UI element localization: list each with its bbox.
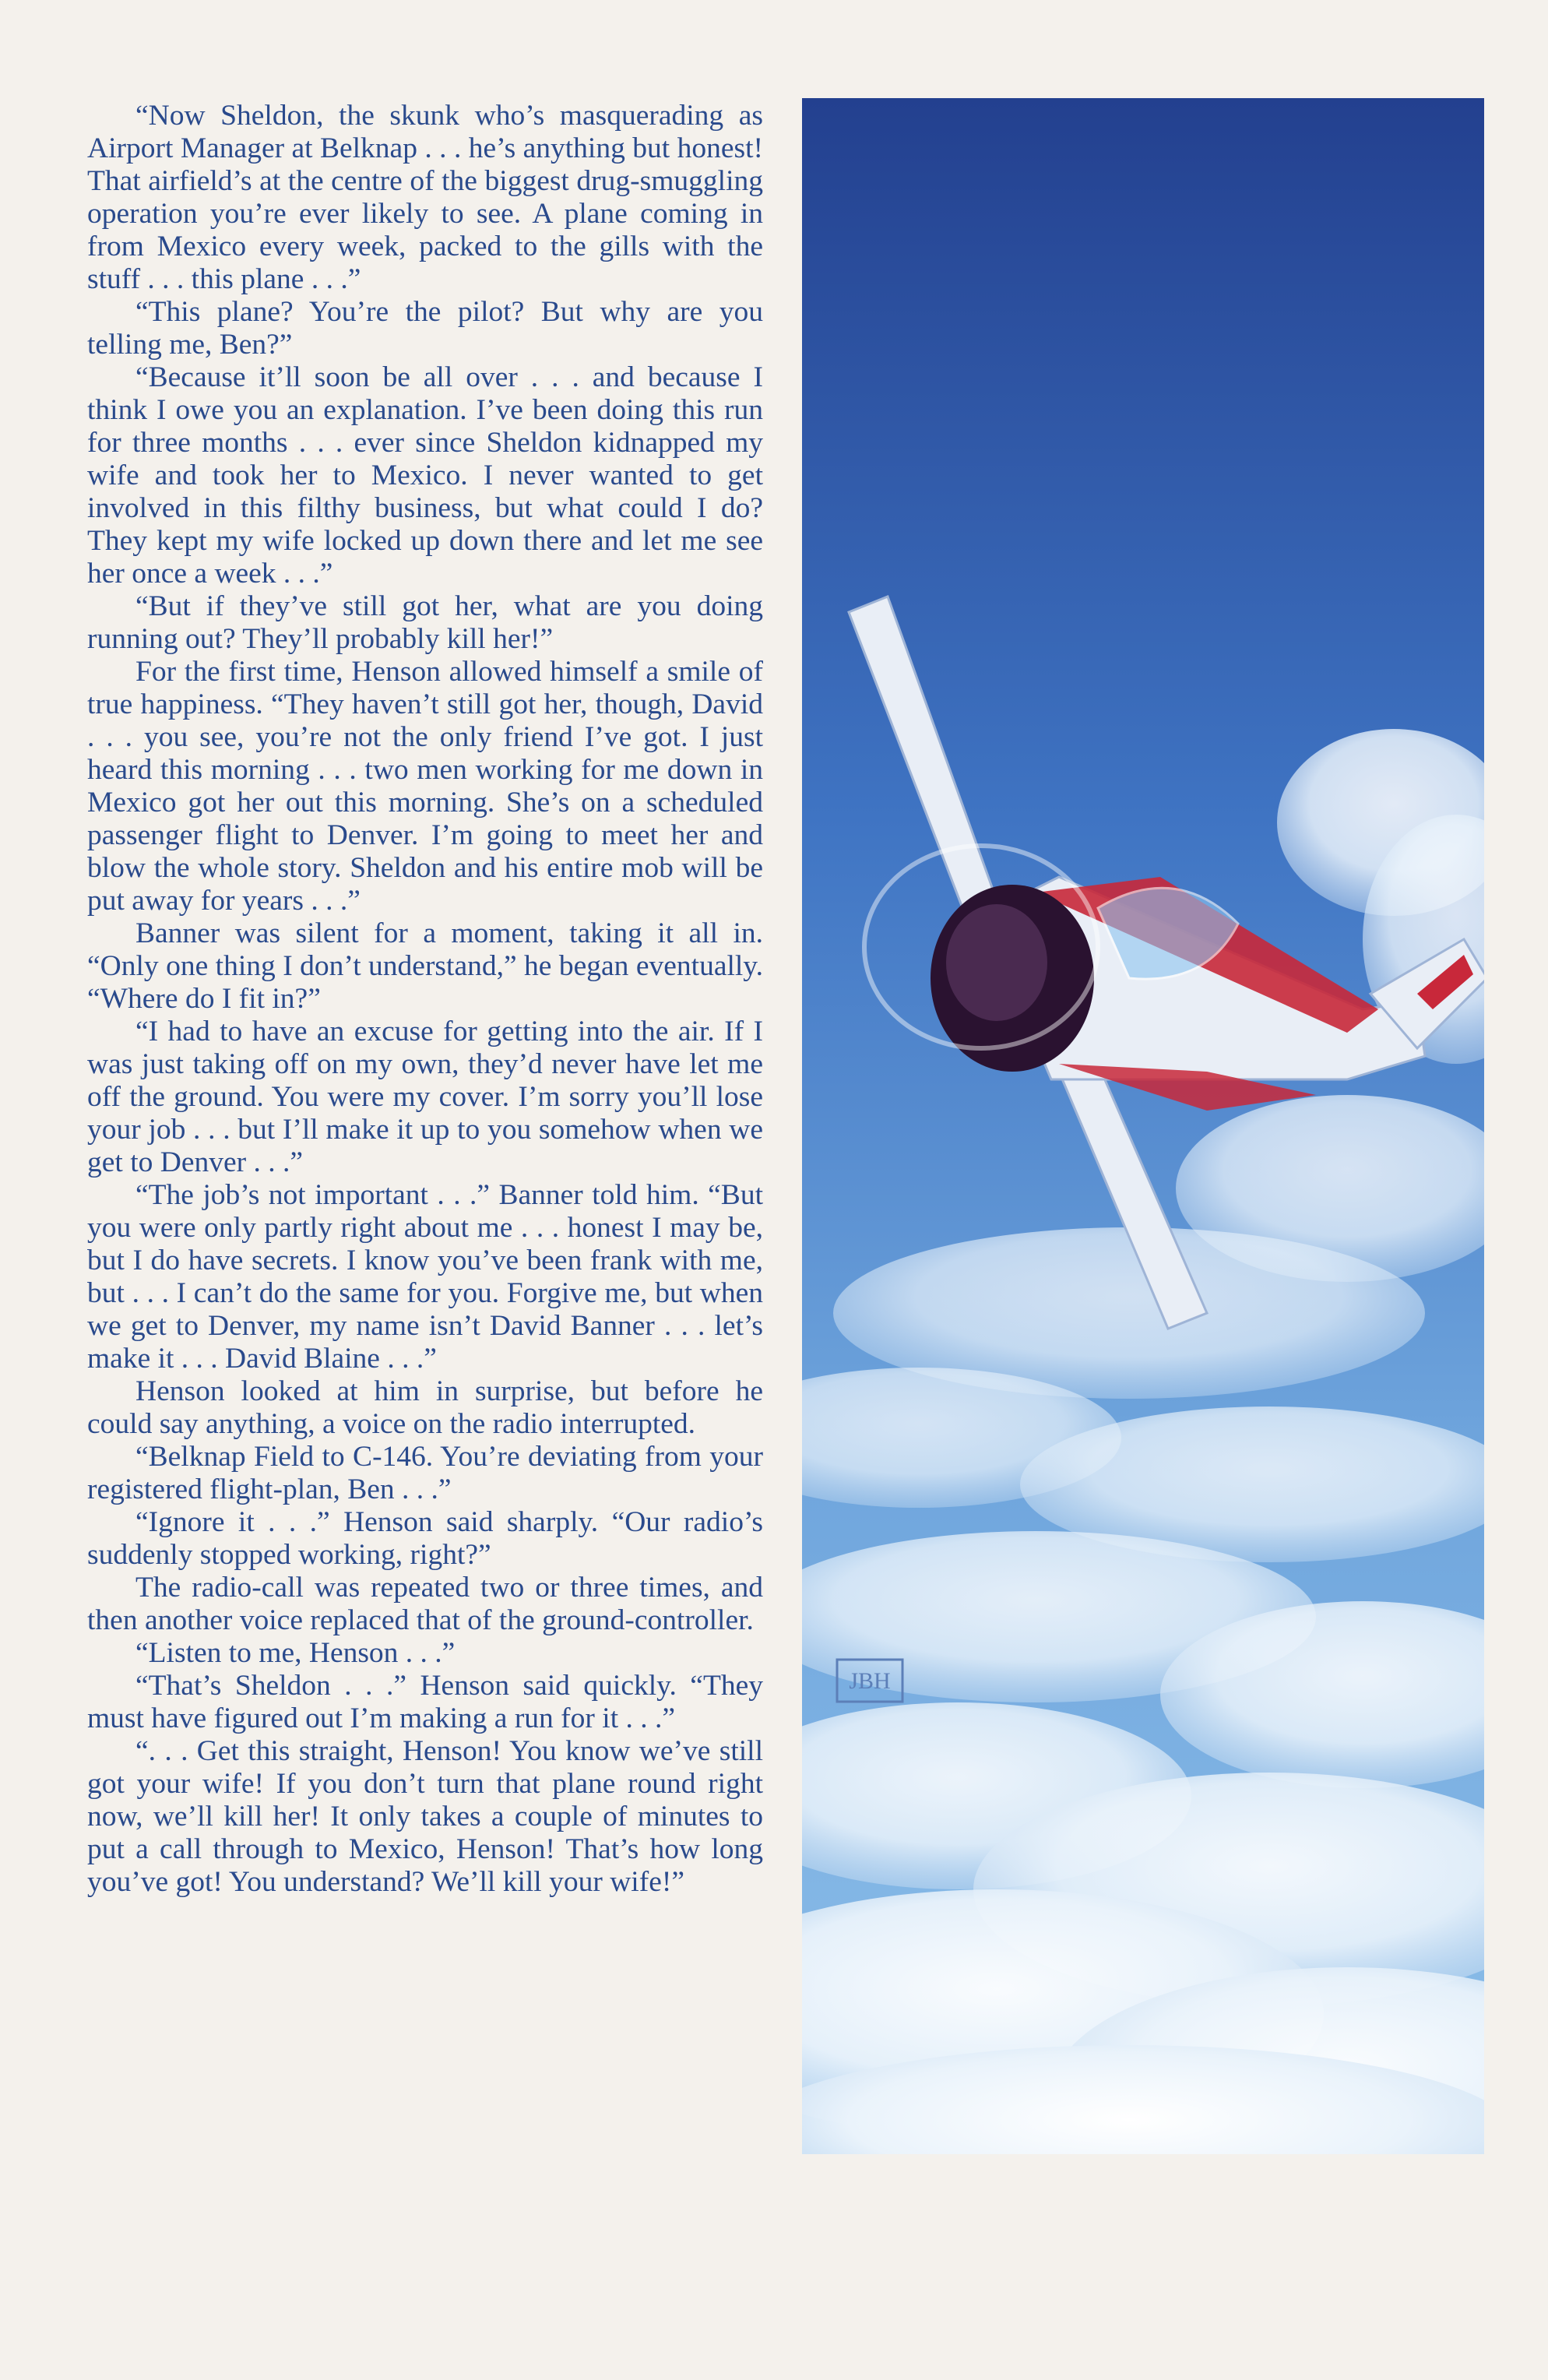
paragraph: “Because it’ll soon be all over . . . and because I think I owe you an explanation. I’ve been doing this run for three months . . . ever since Sheldon kidnapped my wife and took her to Mexico. I never wanted to get involved in this filthy business, but what could I do? They kept my wife locked up down there and let me see her once a week . . .” <box>87 361 763 590</box>
paragraph: “. . . Get this straight, Henson! You know we’ve still got your wife! If you don’t turn that plane round right now, we’ll kill her! It only takes a couple of minutes to put a call through to Mexico, Henson! That’s how long you’ve got! You understand? We’ll kill your wife!” <box>87 1735 763 1898</box>
paragraph: “Now Sheldon, the skunk who’s masquerading as Airport Manager at Belknap . . . he’s anything but honest! That airfield’s at the centre of the biggest drug-smuggling operation you’re ever likely to see. A plane coming in from Mexico every week, packed to the gills with the stuff . . . this plane . . .” <box>87 100 763 295</box>
spinner <box>946 904 1047 1021</box>
airplane-illustration <box>802 98 1484 2154</box>
signature-text: JBH <box>849 1668 891 1694</box>
paragraph: For the first time, Henson allowed himself a smile of true happiness. “They haven’t still got her, though, David . . . you see, you’re not the only friend I’ve got. I just heard this morning . . . two men working for me down in Mexico got her out this morning. She’s on a scheduled passenger flight to Denver. I’m going to meet her and blow the whole story. Sheldon and his entire mob will be put away for years . . .” <box>87 656 763 917</box>
paragraph: “I had to have an excuse for getting into the air. If I was just taking off on my own, they’d never have let me off the ground. You were my cover. I’m sorry you’ll lose your job . . . but I’ll make it up to you somehow when we get to Denver . . .” <box>87 1016 763 1178</box>
paragraph: Banner was silent for a moment, taking it all in. “Only one thing I don’t understand,” he began eventually. “Where do I fit in?” <box>87 917 763 1015</box>
paragraph: “This plane? You’re the pilot? But why are you telling me, Ben?” <box>87 296 763 361</box>
paragraph: “Ignore it . . .” Henson said sharply. “Our radio’s suddenly stopped working, right?” <box>87 1506 763 1571</box>
paragraph: “Listen to me, Henson . . .” <box>135 1637 456 1669</box>
paragraph: “The job’s not important . . .” Banner told him. “But you were only partly right about me . . . honest I may be, but I do have secrets. I know you’ve been frank with me, but . . . I can’t do the same for you. Forgive me, but when we get to Denver, my name isn’t David Banner . . . let’s make it . . . David Blaine . . .” <box>87 1179 763 1375</box>
paragraph: The radio-call was repeated two or three times, and then another voice replaced that of the ground-controller. <box>87 1572 763 1636</box>
paragraph: “But if they’ve still got her, what are you doing running out? They’ll probably kill her!” <box>87 590 763 655</box>
story-text-column <box>87 100 763 1899</box>
paragraph: “Belknap Field to C-146. You’re deviating from your registered flight-plan, Ben . . .” <box>87 1441 763 1505</box>
paragraph: “That’s Sheldon . . .” Henson said quickly. “They must have figured out I’m making a run for it . . .” <box>87 1670 763 1734</box>
sky-painting <box>802 98 1484 2154</box>
paragraph: Henson looked at him in surprise, but before he could say anything, a voice on the radio interrupted. <box>87 1375 763 1440</box>
